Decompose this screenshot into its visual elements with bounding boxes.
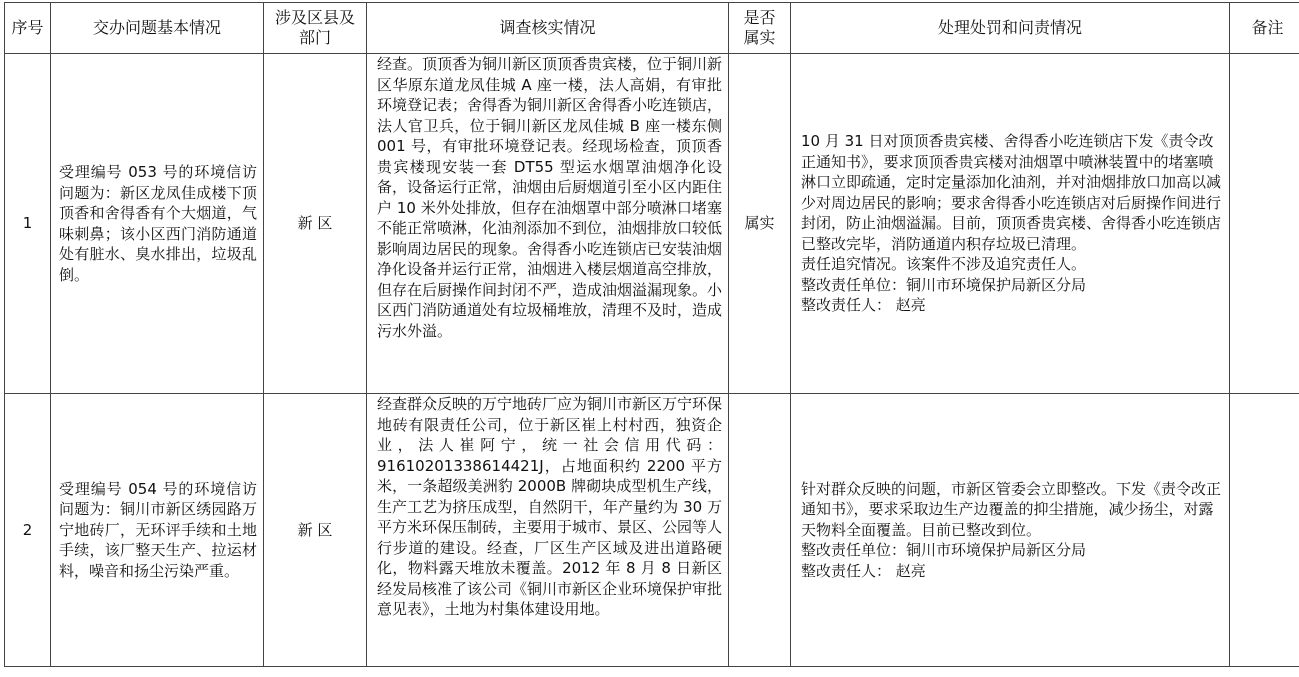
row-index: 1 (5, 54, 51, 394)
row-remarks (1230, 54, 1299, 394)
row-basic: 受理编号 053 号的环境信访问题为：新区龙凤佳成楼下顶顶香和舍得香有个大烟道，气味刺鼻；该小区西门消防通道处有脏水、臭水排出，垃圾乱倒。 (51, 54, 264, 394)
row-district: 新 区 (264, 394, 367, 667)
report-table (4, 2, 1299, 667)
row-survey (367, 394, 729, 667)
row-handling-text: 针对群众反映的问题，市新区管委会立即整改。下发《责令改正通知书》，要求采取边生产边覆盖的抑尘措施，减少扬尘，对露天物料全面覆盖。目前已整改到位。 (801, 479, 1222, 539)
header-index: 序号 (5, 3, 51, 54)
table-row (5, 54, 1299, 394)
table-row (5, 394, 1299, 667)
header-district: 涉及区县及部门 (264, 3, 367, 54)
row-handling (791, 54, 1230, 394)
row-survey-text: 经查群众反映的万宁地砖厂应为铜川市新区万宁环保地砖有限责任公司，位于新区崔上村村西，独资企业，法人崔阿宁，统一社会信用代码：9161020133861442​1J，占地面积约 2200 平方米，一条超级美洲豹 2000B 牌砌块成型机生产线，生产工艺为挤压成型，自然阴干，年产量约为 30 万平方米环保压制砖，主要用于城市、景区、公园等人行步道的建设。经查，厂区生产区域及进出道路硬化，物料露天堆放未覆盖。2012 年 8 月 8 日新区经发局核准了该公司《铜川市新区企业环境保护审批意见表》，土地为村集体建设用地。 (377, 395, 723, 618)
row-survey-text: 经查。顶顶香为铜川新区顶顶香贵宾楼，位于铜川新区华原东道龙凤佳城 A 座一楼，法人高娟，有审批环境登记表；舍得香为铜川新区舍得香小吃连锁店，法人官卫兵，位于铜川新区龙凤佳城 B 座一楼东侧 001 号，有审批环境登记表。经现场检查，顶顶香贵宾楼现安装一套 DT55 型运水烟罩油烟净化设备，设备运行正常，油烟由后厨烟道引至小区内距住户 10 米外处排放，但存在油烟罩中部分喷淋口堵塞不能正常喷淋，化油剂添加不到位，油烟排放口较低影响周边居民的现象。舍得香小吃连锁店已安装油烟净化设备并运行正常，油烟进入楼层烟道高空排放，但存在后厨操作间封闭不严，造成油烟溢漏现象。小区西门消防通道处有垃圾桶堆放，清理不及时，造成污水外溢。 (377, 55, 723, 340)
row-handling (791, 394, 1230, 667)
header-basic: 交办问题基本情况 (51, 3, 264, 54)
row-basic: 受理编号 054 号的环境信访问题为：铜川市新区绣园路万宁地砖厂，无环评手续和土地手续，该厂整天生产、拉运材料，噪音和扬尘污染严重。 (51, 394, 264, 667)
row-person: 整改责任人： 赵亮 (801, 296, 926, 315)
row-person: 整改责任人： 赵亮 (801, 561, 926, 580)
header-remarks: 备注 (1230, 3, 1299, 54)
row-unit: 整改责任单位：铜川市环境保护局新区分局 (801, 541, 1087, 560)
row-district: 新 区 (264, 54, 367, 394)
row-unit: 整改责任单位：铜川市环境保护局新区分局 (801, 275, 1087, 294)
header-row (5, 3, 1299, 54)
row-is-true: 属实 (729, 54, 791, 394)
row-index: 2 (5, 394, 51, 667)
row-survey (367, 54, 729, 394)
header-is-true: 是否属实 (729, 3, 791, 54)
row-remarks (1230, 394, 1299, 667)
header-survey: 调查核实情况 (367, 3, 729, 54)
header-handling: 处理处罚和问责情况 (791, 3, 1230, 54)
row-is-true (729, 394, 791, 667)
row-accountability: 责任追究情况。该案件不涉及追究责任人。 (801, 255, 1087, 274)
row-handling-text: 10 月 31 日对顶顶香贵宾楼、舍得香小吃连锁店下发《责令改正通知书》，要求顶顶香贵宾楼对油烟罩中喷淋装置中的堵塞喷淋口立即疏通，定时定量添加化油剂，并对油烟排放口加高以减少对周边居民的影响；要求舍得香小吃连锁店对后厨操作间进行封闭，防止油烟溢漏。目前，顶顶香贵宾楼、舍得香小吃连锁店已整改完毕，消防通道内积存垃圾已清理。 (801, 132, 1222, 253)
